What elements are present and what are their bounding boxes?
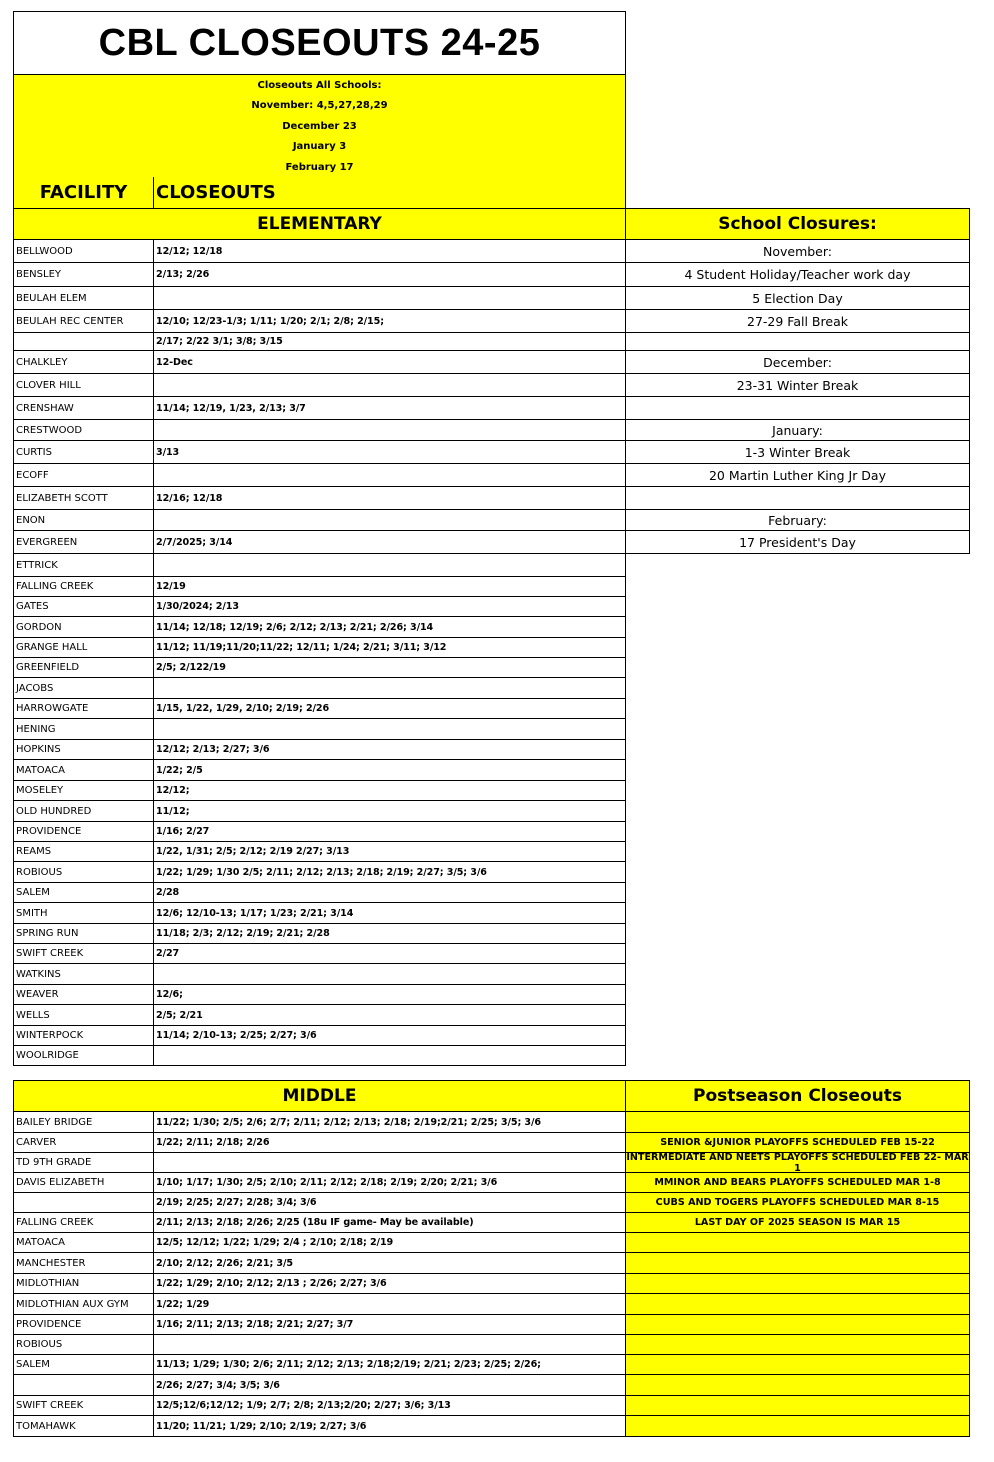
facility-name: GRANGE HALL bbox=[14, 638, 154, 657]
middle-row bbox=[13, 1173, 626, 1193]
facility-name: PROVIDENCE bbox=[14, 1315, 154, 1334]
closeouts-header-label: CLOSEOUTS bbox=[156, 182, 276, 203]
facility-name: BEULAH REC CENTER bbox=[14, 310, 154, 332]
school-closure-text: January: bbox=[772, 422, 823, 438]
middle-row bbox=[13, 1315, 626, 1335]
middle-row bbox=[13, 1294, 626, 1315]
school-closure-text: February: bbox=[768, 512, 827, 528]
elementary-row bbox=[13, 577, 626, 597]
facility-name: CRESTWOOD bbox=[14, 420, 154, 440]
facility-name: SMITH bbox=[14, 903, 154, 923]
postseason-row bbox=[625, 1294, 970, 1315]
all-schools-text: February 17 bbox=[285, 161, 354, 173]
elementary-row bbox=[13, 822, 626, 842]
closeout-dates: 2/10; 2/12; 2/26; 2/21; 3/5 bbox=[156, 1257, 293, 1269]
facility-name: GREENFIELD bbox=[14, 658, 154, 677]
elementary-row bbox=[13, 287, 626, 310]
closeout-dates: 1/10; 1/17; 1/30; 2/5; 2/10; 2/11; 2/12; 2/18; 2/19; 2/20; 2/21; 3/6 bbox=[156, 1177, 498, 1188]
middle-row bbox=[13, 1133, 626, 1153]
elementary-header-label: ELEMENTARY bbox=[257, 214, 382, 234]
closeout-dates: 1/22; 2/11; 2/18; 2/26 bbox=[156, 1137, 270, 1148]
facility-name: GORDON bbox=[14, 617, 154, 637]
postseason-text: LAST DAY OF 2025 SEASON IS MAR 15 bbox=[694, 1217, 901, 1228]
elementary-row bbox=[13, 760, 626, 781]
elementary-row bbox=[13, 924, 626, 944]
closeout-dates bbox=[154, 287, 625, 309]
school-closure-row bbox=[625, 287, 970, 310]
elementary-row bbox=[13, 1026, 626, 1046]
school-closure-row bbox=[625, 310, 970, 333]
school-closure-row bbox=[625, 487, 970, 510]
closeout-dates: 1/22; 2/5 bbox=[156, 764, 203, 776]
closeout-dates: 2/13; 2/26 bbox=[156, 269, 210, 280]
page-title: CBL CLOSEOUTS 24-25 bbox=[98, 21, 541, 64]
postseason-text: MMINOR AND BEARS PLAYOFFS SCHEDULED MAR 1-8 bbox=[654, 1177, 941, 1188]
elementary-row bbox=[13, 420, 626, 441]
closeout-dates: 11/13; 1/29; 1/30; 2/6; 2/11; 2/12; 2/13; 2/18;2/19; 2/21; 2/23; 2/25; 2/26; bbox=[156, 1359, 541, 1370]
closeout-dates: 11/20; 11/21; 1/29; 2/10; 2/19; 2/27; 3/6 bbox=[156, 1420, 367, 1432]
school-closure-row bbox=[625, 510, 970, 531]
closeout-dates bbox=[154, 510, 625, 530]
middle-row bbox=[13, 1274, 626, 1294]
facility-name: MATOACA bbox=[14, 1233, 154, 1252]
closeout-dates: 12/6; 12/10-13; 1/17; 1/23; 2/21; 3/14 bbox=[156, 907, 354, 919]
elementary-row bbox=[13, 781, 626, 801]
postseason-row bbox=[625, 1173, 970, 1193]
closeout-dates: 2/19; 2/25; 2/27; 2/28; 3/4; 3/6 bbox=[156, 1197, 317, 1208]
postseason-text: INTERMEDIATE AND NEETS PLAYOFFS SCHEDULED FEB 22- MAR 1 bbox=[626, 1151, 969, 1174]
closeout-dates bbox=[154, 1335, 625, 1354]
closeout-dates: 12/12; 2/13; 2/27; 3/6 bbox=[156, 744, 270, 755]
facility-name: SPRING RUN bbox=[14, 924, 154, 943]
postseason-row bbox=[625, 1396, 970, 1416]
closeout-dates: 2/28 bbox=[156, 887, 180, 898]
all-schools-text: Closeouts All Schools: bbox=[257, 79, 382, 91]
facility-header-row bbox=[13, 177, 626, 209]
facility-name: CARVER bbox=[14, 1133, 154, 1152]
school-closure-row bbox=[625, 240, 970, 263]
closeout-dates: 11/14; 12/18; 12/19; 2/6; 2/12; 2/13; 2/21; 2/26; 3/14 bbox=[156, 621, 434, 633]
all-schools-text: January 3 bbox=[292, 141, 347, 152]
facility-name: SALEM bbox=[14, 883, 154, 902]
facility-name: BAILEY BRIDGE bbox=[14, 1112, 154, 1132]
middle-row bbox=[13, 1375, 626, 1396]
closeout-dates: 1/22; 1/29; 1/30 2/5; 2/11; 2/12; 2/13; 2/18; 2/19; 2/27; 3/5; 3/6 bbox=[156, 866, 487, 878]
elementary-row bbox=[13, 333, 626, 351]
closeout-dates bbox=[154, 1046, 625, 1065]
elementary-row bbox=[13, 1046, 626, 1066]
facility-name: ROBIOUS bbox=[14, 1335, 154, 1354]
facility-name: CLOVER HILL bbox=[14, 374, 154, 396]
postseason-text: SENIOR &JUNIOR PLAYOFFS SCHEDULED FEB 15-22 bbox=[660, 1137, 935, 1148]
elementary-row bbox=[13, 554, 626, 577]
school-closure-text: 17 President's Day bbox=[739, 534, 856, 550]
closeout-dates bbox=[154, 554, 625, 576]
closeout-dates: 12/5; 12/12; 1/22; 1/29; 2/4 ; 2/10; 2/18; 2/19 bbox=[156, 1237, 394, 1248]
closeout-dates: 2/7/2025; 3/14 bbox=[156, 536, 233, 548]
facility-header-label: FACILITY bbox=[39, 182, 128, 203]
facility-name: MIDLOTHIAN AUX GYM bbox=[14, 1294, 154, 1314]
middle-row bbox=[13, 1396, 626, 1416]
facility-name: DAVIS ELIZABETH bbox=[14, 1173, 154, 1192]
elementary-row bbox=[13, 531, 626, 554]
facility-name: WELLS bbox=[14, 1005, 154, 1025]
all-schools-row bbox=[13, 95, 626, 117]
closeout-dates: 1/16; 2/11; 2/13; 2/18; 2/21; 2/27; 3/7 bbox=[156, 1319, 354, 1330]
elementary-row bbox=[13, 617, 626, 638]
facility-name: SALEM bbox=[14, 1355, 154, 1374]
school-closure-text: 4 Student Holiday/Teacher work day bbox=[684, 267, 911, 282]
closeouts-header bbox=[154, 177, 625, 208]
closeout-dates bbox=[154, 420, 625, 440]
elementary-row bbox=[13, 240, 626, 263]
all-schools-row bbox=[13, 75, 626, 96]
elementary-row bbox=[13, 903, 626, 924]
school-closures-header bbox=[625, 208, 970, 240]
postseason-row bbox=[625, 1253, 970, 1274]
facility-name: BEULAH ELEM bbox=[14, 287, 154, 309]
closeout-dates bbox=[154, 719, 625, 739]
facility-name: BELLWOOD bbox=[14, 240, 154, 262]
elementary-row bbox=[13, 638, 626, 658]
school-closure-text: 1-3 Winter Break bbox=[744, 444, 851, 460]
middle-row bbox=[13, 1355, 626, 1375]
school-closure-row bbox=[625, 333, 970, 351]
facility-name: MIDLOTHIAN bbox=[14, 1274, 154, 1293]
middle-row bbox=[13, 1112, 626, 1133]
facility-name: OLD HUNDRED bbox=[14, 801, 154, 821]
middle-row bbox=[13, 1335, 626, 1355]
middle-row bbox=[13, 1193, 626, 1213]
middle-row bbox=[13, 1253, 626, 1274]
facility-name: JACOBS bbox=[14, 678, 154, 698]
elementary-row bbox=[13, 510, 626, 531]
closeout-dates: 11/14; 2/10-13; 2/25; 2/27; 3/6 bbox=[156, 1030, 317, 1041]
elementary-row bbox=[13, 487, 626, 510]
closeout-dates: 1/22; 1/29 bbox=[156, 1298, 210, 1310]
facility-name: PROVIDENCE bbox=[14, 822, 154, 841]
closeout-dates bbox=[154, 964, 625, 984]
closeout-dates: 12/5;12/6;12/12; 1/9; 2/7; 2/8; 2/13;2/20; 2/27; 3/6; 3/13 bbox=[156, 1400, 451, 1411]
school-closure-row bbox=[625, 351, 970, 374]
closeout-dates: 1/30/2024; 2/13 bbox=[156, 601, 239, 612]
postseason-text: CUBS AND TOGERS PLAYOFFS SCHEDULED MAR 8-15 bbox=[655, 1197, 940, 1208]
facility-name: TD 9TH GRADE bbox=[14, 1153, 154, 1172]
closeout-dates bbox=[154, 464, 625, 486]
closeout-dates: 1/22; 1/29; 2/10; 2/12; 2/13 ; 2/26; 2/27; 3/6 bbox=[156, 1278, 387, 1289]
closeout-dates: 2/5; 2/21 bbox=[156, 1009, 203, 1021]
postseason-row bbox=[625, 1375, 970, 1396]
closeout-dates bbox=[154, 678, 625, 698]
school-closure-row bbox=[625, 464, 970, 487]
facility-name: ETTRICK bbox=[14, 554, 154, 576]
elementary-row bbox=[13, 351, 626, 374]
facility-name bbox=[14, 1193, 154, 1212]
facility-name: CRENSHAW bbox=[14, 397, 154, 419]
school-closure-text: November: bbox=[762, 243, 833, 259]
closeout-dates: 2/11; 2/13; 2/18; 2/26; 2/25 (18u IF game- May be available) bbox=[156, 1217, 474, 1228]
elementary-row bbox=[13, 397, 626, 420]
elementary-row bbox=[13, 801, 626, 822]
facility-name: MANCHESTER bbox=[14, 1253, 154, 1273]
facility-name: GATES bbox=[14, 597, 154, 616]
postseason-row bbox=[625, 1274, 970, 1294]
middle-row bbox=[13, 1213, 626, 1233]
all-schools-text: December 23 bbox=[282, 120, 357, 132]
elementary-row bbox=[13, 263, 626, 287]
facility-name: REAMS bbox=[14, 842, 154, 861]
elementary-row bbox=[13, 842, 626, 862]
facility-name bbox=[14, 333, 154, 350]
elementary-row bbox=[13, 1005, 626, 1026]
closeout-dates: 1/16; 2/27 bbox=[156, 826, 210, 837]
facility-name: EVERGREEN bbox=[14, 531, 154, 553]
elementary-row bbox=[13, 964, 626, 985]
facility-name: HENING bbox=[14, 719, 154, 739]
school-closure-text: 5 Election Day bbox=[752, 290, 843, 306]
facility-name: WATKINS bbox=[14, 964, 154, 984]
facility-name: HOPKINS bbox=[14, 740, 154, 759]
elementary-row bbox=[13, 441, 626, 464]
closeout-dates: 11/22; 1/30; 2/5; 2/6; 2/7; 2/11; 2/12; 2/13; 2/18; 2/19;2/21; 2/25; 3/5; 3/6 bbox=[156, 1116, 541, 1128]
closeout-dates: 12/12; bbox=[156, 785, 190, 796]
middle-row bbox=[13, 1153, 626, 1173]
elementary-row bbox=[13, 597, 626, 617]
elementary-row bbox=[13, 740, 626, 760]
closeout-dates: 1/22, 1/31; 2/5; 2/12; 2/19 2/27; 3/13 bbox=[156, 846, 350, 857]
school-closure-text: 20 Martin Luther King Jr Day bbox=[708, 467, 886, 483]
facility-name: FALLING CREEK bbox=[14, 1213, 154, 1232]
postseason-row bbox=[625, 1133, 970, 1153]
all-schools-row bbox=[13, 116, 626, 137]
school-closure-row bbox=[625, 531, 970, 554]
elementary-row bbox=[13, 310, 626, 333]
closeout-dates bbox=[154, 1153, 625, 1172]
facility-name: MATOACA bbox=[14, 760, 154, 780]
school-closures-header-label: School Closures: bbox=[718, 214, 877, 234]
elementary-row bbox=[13, 944, 626, 964]
school-closure-text: 23-31 Winter Break bbox=[736, 377, 859, 393]
elementary-row bbox=[13, 719, 626, 740]
elementary-header bbox=[13, 208, 626, 240]
closeout-dates: 2/17; 2/22 3/1; 3/8; 3/15 bbox=[156, 336, 283, 347]
facility-name: ECOFF bbox=[14, 464, 154, 486]
closeout-dates: 2/27 bbox=[156, 948, 180, 959]
postseason-header-label: Postseason Closeouts bbox=[693, 1086, 902, 1106]
postseason-row bbox=[625, 1355, 970, 1375]
title-cell bbox=[13, 11, 626, 75]
facility-name: CURTIS bbox=[14, 441, 154, 463]
closeout-dates: 12/19 bbox=[156, 581, 186, 592]
postseason-row bbox=[625, 1233, 970, 1253]
postseason-row bbox=[625, 1416, 970, 1437]
closeout-dates: 12/10; 12/23-1/3; 1/11; 1/20; 2/1; 2/8; 2/15; bbox=[156, 315, 384, 327]
facility-name: WINTERPOCK bbox=[14, 1026, 154, 1045]
facility-name: TOMAHAWK bbox=[14, 1416, 154, 1436]
facility-name: ROBIOUS bbox=[14, 862, 154, 882]
facility-name: ELIZABETH SCOTT bbox=[14, 487, 154, 509]
closeout-dates: 12/12; 12/18 bbox=[156, 245, 223, 257]
middle-row bbox=[13, 1416, 626, 1437]
middle-row bbox=[13, 1233, 626, 1253]
facility-name: WOOLRIDGE bbox=[14, 1046, 154, 1065]
facility-name: MOSELEY bbox=[14, 781, 154, 800]
facility-name: SWIFT CREEK bbox=[14, 1396, 154, 1415]
elementary-row bbox=[13, 678, 626, 699]
postseason-row bbox=[625, 1335, 970, 1355]
closeout-dates: 12/6; bbox=[156, 989, 183, 1000]
all-schools-row bbox=[13, 136, 626, 158]
school-closure-row bbox=[625, 420, 970, 441]
postseason-row bbox=[625, 1213, 970, 1233]
postseason-header bbox=[625, 1080, 970, 1112]
closeout-dates: 11/18; 2/3; 2/12; 2/19; 2/21; 2/28 bbox=[156, 928, 330, 939]
elementary-row bbox=[13, 985, 626, 1005]
elementary-row bbox=[13, 464, 626, 487]
elementary-row bbox=[13, 883, 626, 903]
elementary-row bbox=[13, 374, 626, 397]
elementary-row bbox=[13, 699, 626, 719]
closeout-dates bbox=[154, 374, 625, 396]
school-closure-row bbox=[625, 441, 970, 464]
middle-header bbox=[13, 1080, 626, 1112]
all-schools-row bbox=[13, 157, 626, 178]
closeout-dates: 12-Dec bbox=[156, 356, 193, 368]
closeout-dates: 11/12; 11/19;11/20;11/22; 12/11; 1/24; 2/21; 3/11; 3/12 bbox=[156, 642, 447, 653]
postseason-row bbox=[625, 1112, 970, 1133]
postseason-row bbox=[625, 1193, 970, 1213]
closeout-dates: 3/13 bbox=[156, 446, 180, 458]
facility-name bbox=[14, 1375, 154, 1395]
closeout-dates: 11/12; bbox=[156, 805, 190, 817]
facility-name: FALLING CREEK bbox=[14, 577, 154, 596]
all-schools-text: November: 4,5,27,28,29 bbox=[251, 100, 388, 111]
facility-name: CHALKLEY bbox=[14, 351, 154, 373]
school-closure-row bbox=[625, 397, 970, 420]
facility-name: ENON bbox=[14, 510, 154, 530]
closeout-dates: 2/5; 2/122/19 bbox=[156, 662, 226, 673]
school-closure-row bbox=[625, 263, 970, 287]
facility-header bbox=[14, 177, 154, 208]
school-closure-row bbox=[625, 374, 970, 397]
postseason-row bbox=[625, 1153, 970, 1173]
closeout-dates: 11/14; 12/19, 1/23, 2/13; 3/7 bbox=[156, 402, 306, 414]
facility-name: WEAVER bbox=[14, 985, 154, 1004]
closeout-dates: 1/15, 1/22, 1/29, 2/10; 2/19; 2/26 bbox=[156, 703, 330, 714]
elementary-row bbox=[13, 862, 626, 883]
school-closure-text: 27-29 Fall Break bbox=[747, 313, 848, 329]
facility-name: SWIFT CREEK bbox=[14, 944, 154, 963]
elementary-row bbox=[13, 658, 626, 678]
facility-name: HARROWGATE bbox=[14, 699, 154, 718]
closeout-dates: 12/16; 12/18 bbox=[156, 492, 223, 504]
closeout-dates: 2/26; 2/27; 3/4; 3/5; 3/6 bbox=[156, 1379, 280, 1391]
school-closure-text: December: bbox=[763, 354, 832, 370]
postseason-row bbox=[625, 1315, 970, 1335]
middle-header-label: MIDDLE bbox=[282, 1086, 357, 1106]
facility-name: BENSLEY bbox=[14, 263, 154, 286]
